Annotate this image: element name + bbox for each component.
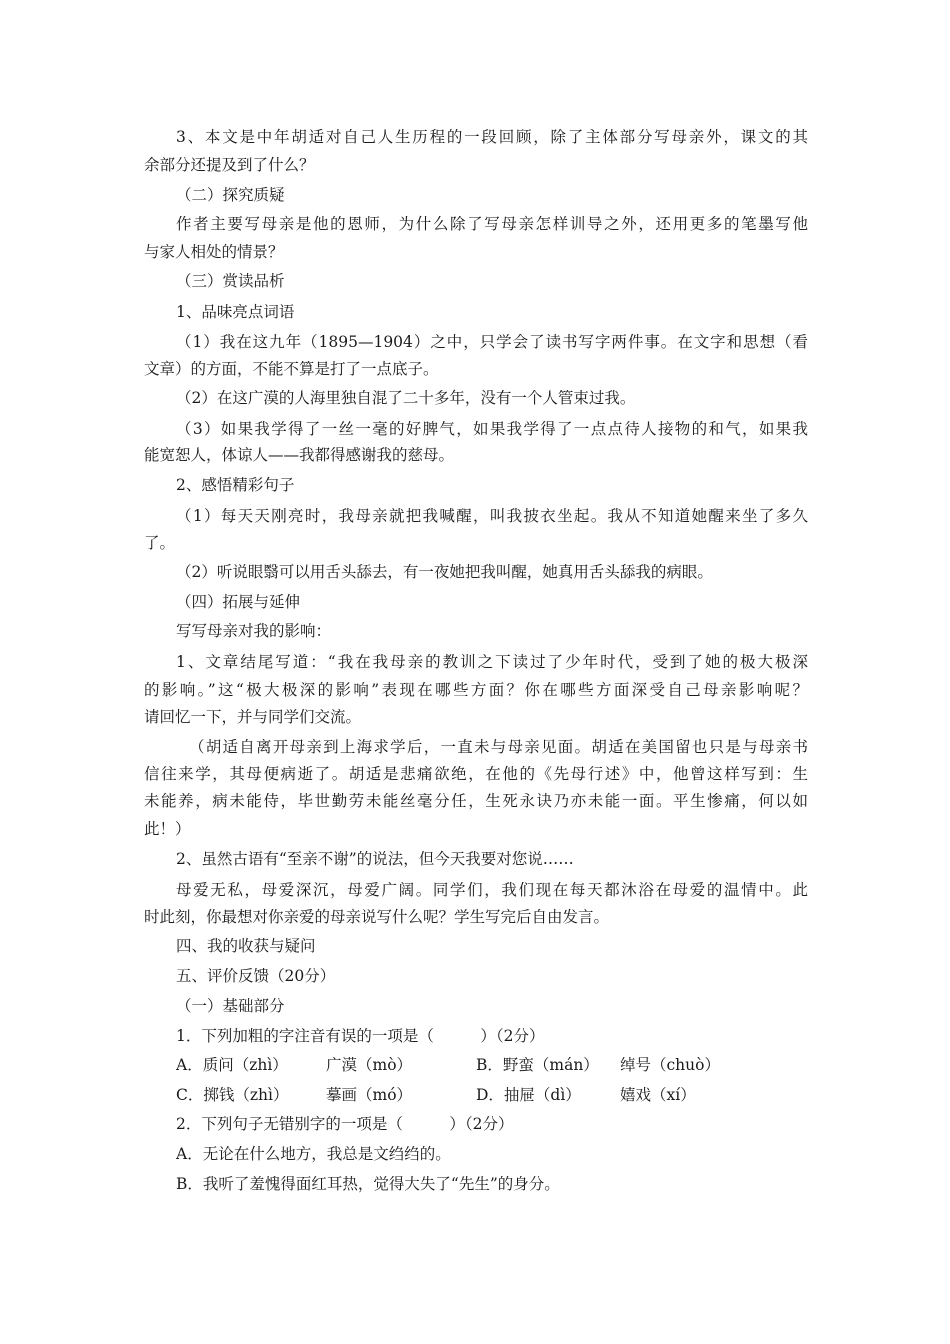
option-c-pair: 摹画（mó） [326, 1086, 413, 1104]
paragraph-line: 文章）的方面，不能不算是打了一点底子。 [144, 360, 439, 378]
paragraph-line: 未能养，病未能侍，毕世勤劳未能丝毫分任，生死永诀乃亦未能一面。平生惨痛，何以如 [144, 792, 808, 810]
section-heading: （四）拓展与延伸 [176, 593, 301, 611]
section-heading: （三）赏读品析 [176, 272, 285, 290]
subsection-heading: 1、品味亮点词语 [176, 303, 295, 321]
paragraph-line: （1）我在这九年（1895—1904）之中，只学会了读书写字两件事。在文字和思想（看 [176, 333, 808, 351]
paragraph-line: （1）每天天刚亮时，我母亲就把我喊醒，叫我披衣坐起。我从不知道她醒来坐了多久 [176, 507, 808, 525]
option-d: D．抽屉（dì） [476, 1086, 581, 1104]
option-d-pair: 嬉戏（xí） [620, 1086, 696, 1104]
question-1-options-row-2 [176, 1084, 808, 1106]
paragraph-line: 信往来学，其母便病逝了。胡适是悲痛欲绝，在他的《先母行述》中，他曾这样写到：生 [144, 765, 808, 783]
paragraph-line: 1、文章结尾写道：“我在我母亲的教训之下读过了少年时代，受到了她的极大极深 [176, 653, 808, 671]
paragraph-line: 时此刻，你最想对你亲爱的母亲说写什么呢？学生写完后自由发言。 [144, 908, 610, 926]
question-2: 2．下列句子无错别字的一项是（ ）（2分） [176, 1115, 514, 1133]
section-heading: （一）基础部分 [176, 997, 285, 1015]
paragraph-line: （3）如果我学得了一丝一毫的好脾气，如果我学得了一点点待人接物的和气，如果我 [176, 420, 808, 438]
section-heading: 四、我的收获与疑问 [176, 937, 316, 955]
subsection-heading: 2、感悟精彩句子 [176, 476, 295, 494]
paragraph-line: （2）听说眼翳可以用舌头舔去，有一夜她把我叫醒，她真用舌头舔我的病眼。 [176, 563, 713, 581]
paragraph-line: 与家人相处的情景？ [144, 243, 284, 261]
paragraph-line: 能宽恕人，体谅人——我都得感谢我的慈母。 [144, 446, 455, 464]
question-2-option-a: A．无论在什么地方，我总是文绉绉的。 [176, 1145, 451, 1163]
section-heading: 五、评价反馈（20分） [176, 967, 336, 985]
paragraph-line: （胡适自离开母亲到上海求学后，一直未与母亲见面。胡适在美国留也只是与母亲书 [189, 738, 808, 756]
option-c: C．掷钱（zhì） [176, 1086, 289, 1104]
section-heading: （二）探究质疑 [176, 186, 285, 204]
option-a-pair: 广漠（mò） [326, 1056, 413, 1074]
paragraph-line: 请回忆一下，并与同学们交流。 [144, 708, 362, 726]
paragraph-line: 的影响。”这“极大极深的影响”表现在哪些方面？你在哪些方面深受自己母亲影响呢？ [144, 681, 808, 699]
paragraph-line: 写写母亲对我的影响： [176, 622, 332, 640]
option-b-pair: 绰号（chuò） [620, 1056, 720, 1074]
paragraph-line: 余部分还提及到了什么？ [144, 156, 315, 174]
paragraph-line: 作者主要写母亲是他的恩师，为什么除了写母亲怎样训导之外，还用更多的笔墨写他 [176, 215, 808, 233]
option-a: A．质问（zhì） [176, 1056, 288, 1074]
paragraph-line: 了。 [144, 534, 176, 552]
option-b: B．野蛮（mán） [476, 1056, 599, 1074]
paragraph-line: 2、虽然古语有“至亲不谢”的说法，但今天我要对您说…… [176, 850, 574, 868]
question-2-option-b: B．我听了羞愧得面红耳热，觉得大失了“先生”的身分。 [176, 1175, 560, 1193]
question-1: 1．下列加粗的字注音有误的一项是（ ）（2分） [176, 1027, 545, 1045]
paragraph-line: 母爱无私，母爱深沉，母爱广阔。同学们，我们现在每天都沐浴在母爱的温情中。此 [176, 881, 808, 899]
paragraph-line: （2）在这广漠的人海里独自混了二十多年，没有一个人管束过我。 [176, 389, 636, 407]
paragraph-line: 此！） [144, 820, 191, 838]
question-1-options-row-1 [176, 1054, 808, 1076]
paragraph-line: 3、本文是中年胡适对自己人生历程的一段回顾，除了主体部分写母亲外，课文的其 [176, 128, 808, 146]
